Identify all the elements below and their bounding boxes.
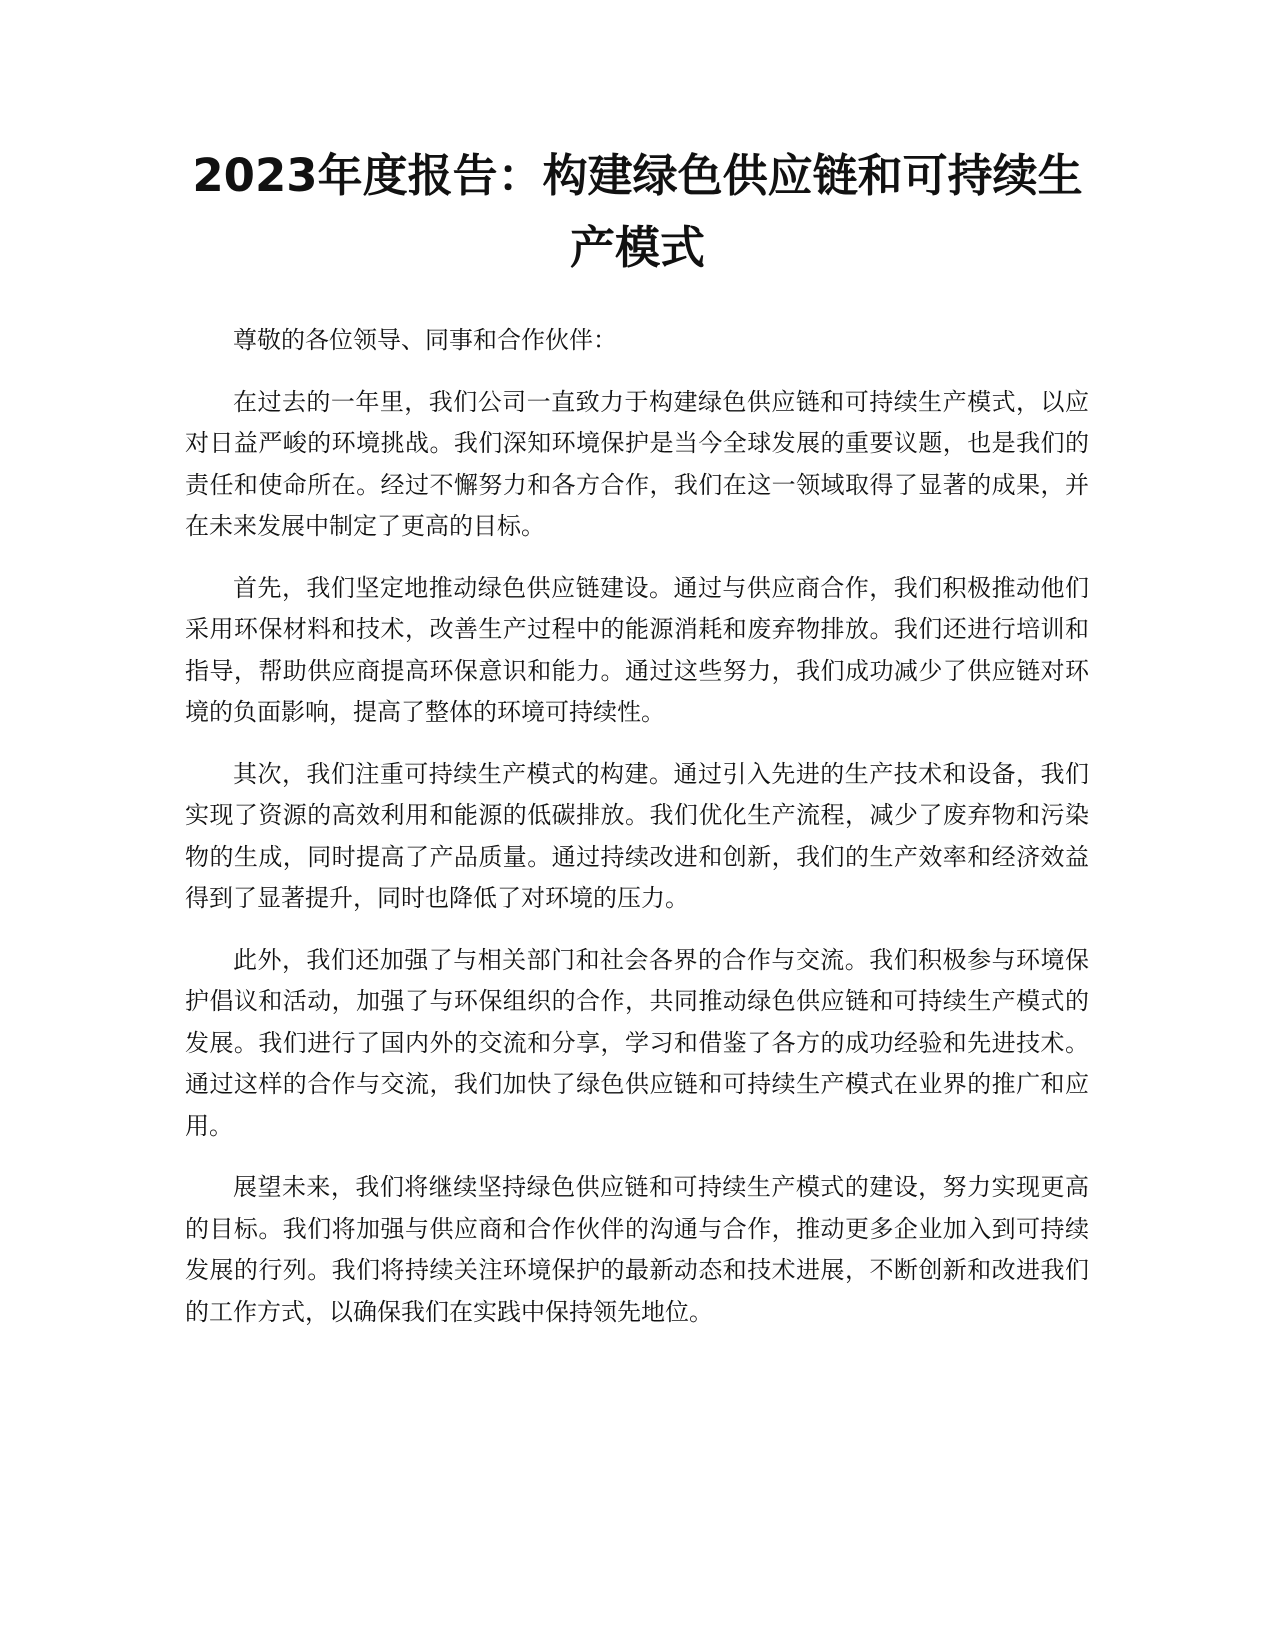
paragraph-cooperation: 此外，我们还加强了与相关部门和社会各界的合作与交流。我们积极参与环境保护倡议和活动，加强了与环保组织的合作，共同推动绿色供应链和可持续生产模式的发展。我们进行了国内外的交流和分享，学习和借鉴了各方的成功经验和先进技术。通过这样的合作与交流，我们加快了绿色供应链和可持续生产模式在业界的推广和应用。 (185, 945, 1089, 1140)
paragraph-outlook: 展望未来，我们将继续坚持绿色供应链和可持续生产模式的建设，努力实现更高的目标。我们将加强与供应商和合作伙伴的沟通与合作，推动更多企业加入到可持续发展的行列。我们将持续关注环境保护的最新动态和技术进展，不断创新和改进我们的工作方式，以确保我们在实践中保持领先地位。 (185, 1173, 1089, 1326)
paragraph-intro: 在过去的一年里，我们公司一直致力于构建绿色供应链和可持续生产模式，以应对日益严峻的环境挑战。我们深知环境保护是当今全球发展的重要议题，也是我们的责任和使命所在。经过不懈努力和各方合作，我们在这一领域取得了显著的成果，并在未来发展中制定了更高的目标。 (185, 387, 1089, 540)
document-title: 2023年度报告：构建绿色供应链和可持续生产模式 (192, 149, 1083, 274)
paragraph-green-supply-chain: 首先，我们坚定地推动绿色供应链建设。通过与供应商合作，我们积极推动他们采用环保材料和技术，改善生产过程中的能源消耗和废弃物排放。我们还进行培训和指导，帮助供应商提高环保意识和能力。通过这些努力，我们成功减少了供应链对环境的负面影响，提高了整体的环境可持续性。 (185, 573, 1089, 726)
document-body (185, 320, 1089, 1353)
paragraph-salutation: 尊敬的各位领导、同事和合作伙伴： (233, 326, 617, 354)
paragraph-sustainable-production: 其次，我们注重可持续生产模式的构建。通过引入先进的生产技术和设备，我们实现了资源的高效利用和能源的低碳排放。我们优化生产流程，减少了废弃物和污染物的生成，同时提高了产品质量。通过持续改进和创新，我们的生产效率和经济效益得到了显著提升，同时也降低了对环境的压力。 (185, 759, 1089, 912)
